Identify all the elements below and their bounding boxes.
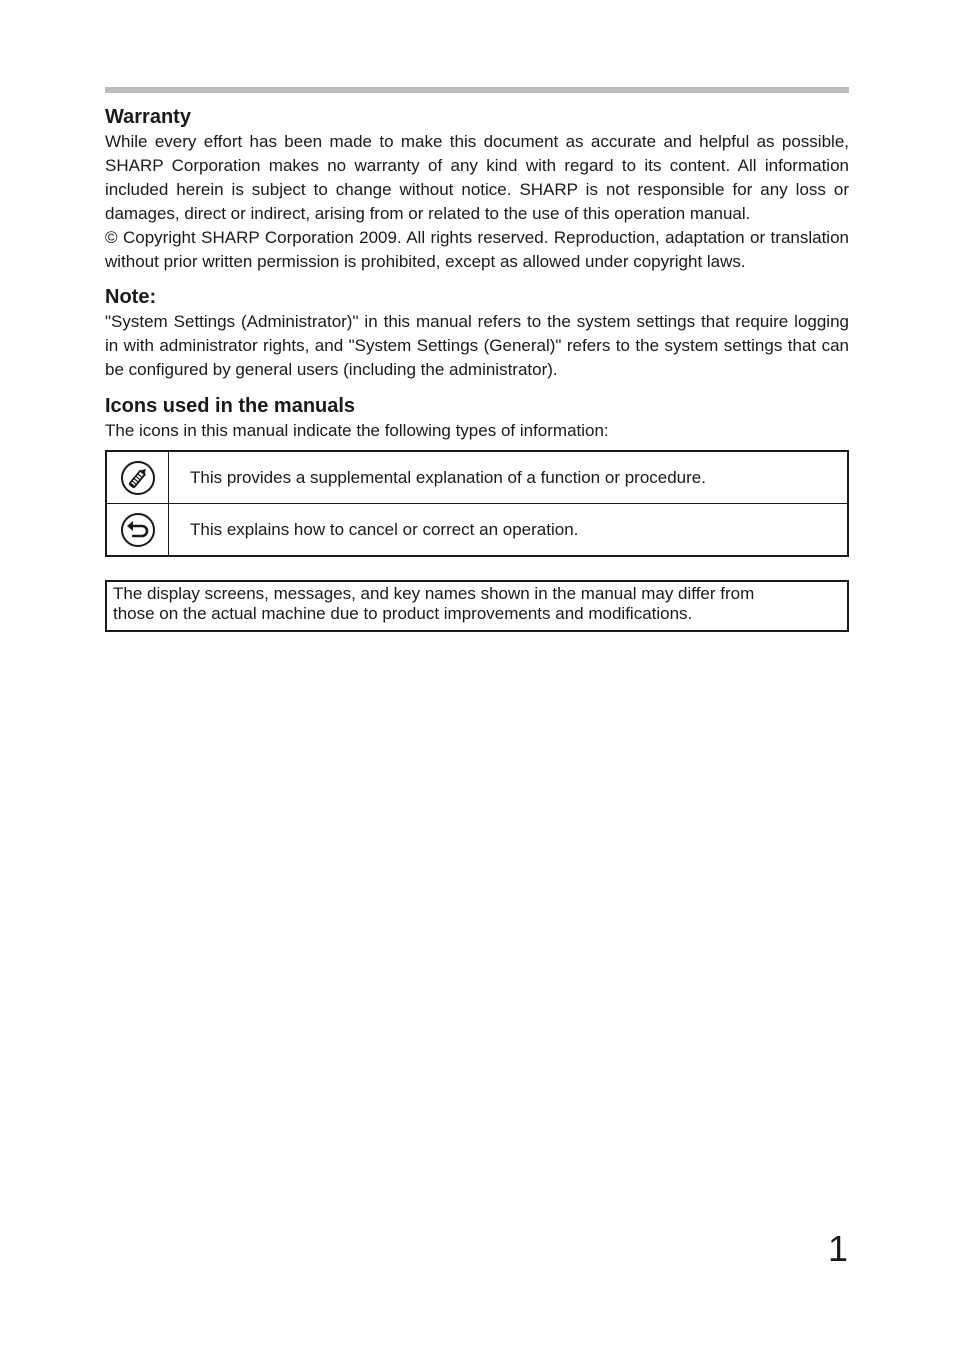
copyright-paragraph: © Copyright SHARP Corporation 2009. All rights reserved. Reproduction, adaptation or translation without prior written permission is prohibited, except as allowed under copyright laws. [105, 228, 849, 271]
icon-description: This explains how to cancel or correct an operation. [169, 504, 849, 557]
icon-cell [106, 451, 169, 504]
icons-heading: Icons used in the manuals [105, 395, 356, 417]
table-row [106, 504, 848, 557]
warranty-section [105, 104, 849, 274]
pencil-icon [107, 460, 168, 496]
warranty-paragraph: While every effort has been made to make this document as accurate and helpful as possible, SHARP Corporation makes no warranty of any kind with regard to its content. All information included herein is subject to change without notice. SHARP is not responsible for any loss or damages, direct or indirect, arising from or related to the use of this operation manual. [105, 132, 849, 223]
icons-intro: The icons in this manual indicate the following types of information: [105, 421, 609, 440]
disclaimer-box [105, 580, 849, 632]
icon-cell [106, 504, 169, 557]
icon-legend-table [105, 450, 849, 557]
icon-description: This provides a supplemental explanation of a function or procedure. [169, 451, 849, 504]
disclaimer-line: The display screens, messages, and key names shown in the manual may differ from [113, 584, 755, 603]
note-heading: Note: [105, 286, 157, 308]
warranty-heading: Warranty [105, 106, 191, 128]
note-section [105, 284, 849, 382]
disclaimer-line: those on the actual machine due to product improvements and modifications. [113, 604, 693, 623]
return-arrow-icon [107, 512, 168, 548]
icons-section [105, 393, 849, 557]
page-number: 1 [827, 1228, 848, 1269]
note-paragraph: "System Settings (Administrator)" in this manual refers to the system settings that require logging in with administrator rights, and "System Settings (General)" refers to the system settings that can be configured by general users (including the administrator). [105, 312, 849, 379]
table-row [106, 451, 848, 504]
top-rule [105, 87, 849, 93]
page-content [105, 104, 849, 632]
